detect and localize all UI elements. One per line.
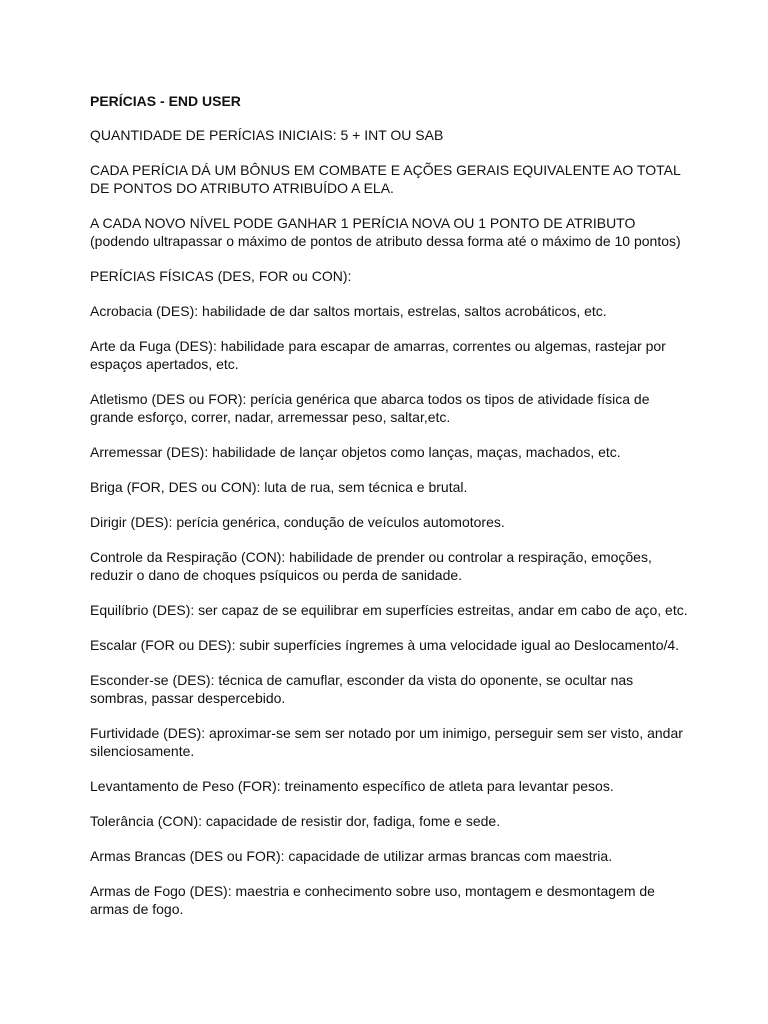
skill-paragraph: Briga (FOR, DES ou CON): luta de rua, sem técnica e brutal. — [90, 479, 468, 495]
skill-paragraph: Tolerância (CON): capacidade de resistir dor, fadiga, fome e sede. — [90, 813, 501, 829]
skill-paragraph: Atletismo (DES ou FOR): perícia genérica que abarca todos os tipos de atividade física de grande esforço, correr, nadar, arremessar peso, saltar,etc. — [90, 391, 650, 425]
skill-paragraph: Armas de Fogo (DES): maestria e conhecimento sobre uso, montagem e desmontagem de armas de fogo. — [90, 883, 655, 917]
skill-paragraph: Equilíbrio (DES): ser capaz de se equilibrar em superfícies estreitas, andar em cabo de aço, etc. — [90, 602, 688, 618]
skill-paragraph: Esconder-se (DES): técnica de camuflar, esconder da vista do oponente, se ocultar nas sombras, passar despercebido. — [90, 672, 634, 706]
section-heading: PERÍCIAS FÍSICAS (DES, FOR ou CON): — [90, 268, 352, 284]
skill-paragraph: Arte da Fuga (DES): habilidade para escapar de amarras, correntes ou algemas, rastejar por espaços apertados, etc. — [90, 338, 666, 372]
skill-paragraph: Furtividade (DES): aproximar-se sem ser notado por um inimigo, perseguir sem ser visto, andar silenciosamente. — [90, 725, 683, 759]
document-title: PERÍCIAS - END USER — [90, 93, 241, 109]
skill-paragraph: Dirigir (DES): perícia genérica, condução de veículos automotores. — [90, 514, 505, 530]
skill-paragraph: Acrobacia (DES): habilidade de dar saltos mortais, estrelas, saltos acrobáticos, etc. — [90, 303, 607, 319]
skill-paragraph: Armas Brancas (DES ou FOR): capacidade de utilizar armas brancas com maestria. — [90, 848, 613, 864]
level-rule-block — [90, 214, 690, 250]
document-page — [90, 92, 690, 935]
level-rule-note: (podendo ultrapassar o máximo de pontos de atributo dessa forma até o máximo de 10 pontos) — [90, 233, 681, 249]
skill-paragraph: Levantamento de Peso (FOR): treinamento específico de atleta para levantar pesos. — [90, 778, 614, 794]
bonus-rule: CADA PERÍCIA DÁ UM BÔNUS EM COMBATE E AÇÕES GERAIS EQUIVALENTE AO TOTAL DE PONTOS DO ATRIBUTO ATRIBUÍDO A ELA. — [90, 162, 681, 196]
skill-paragraph: Escalar (FOR ou DES): subir superfícies íngremes à uma velocidade igual ao Deslocamento/4. — [90, 637, 680, 653]
level-rule: A CADA NOVO NÍVEL PODE GANHAR 1 PERÍCIA NOVA OU 1 PONTO DE ATRIBUTO — [90, 215, 636, 231]
skill-paragraph: Arremessar (DES): habilidade de lançar objetos como lanças, maças, machados, etc. — [90, 444, 621, 460]
skill-paragraph: Controle da Respiração (CON): habilidade de prender ou controlar a respiração, emoções, reduzir o dano de choques psíquicos ou perda de sanidade. — [90, 549, 652, 583]
initial-skills-rule: QUANTIDADE DE PERÍCIAS INICIAIS: 5 + INT OU SAB — [90, 127, 444, 143]
